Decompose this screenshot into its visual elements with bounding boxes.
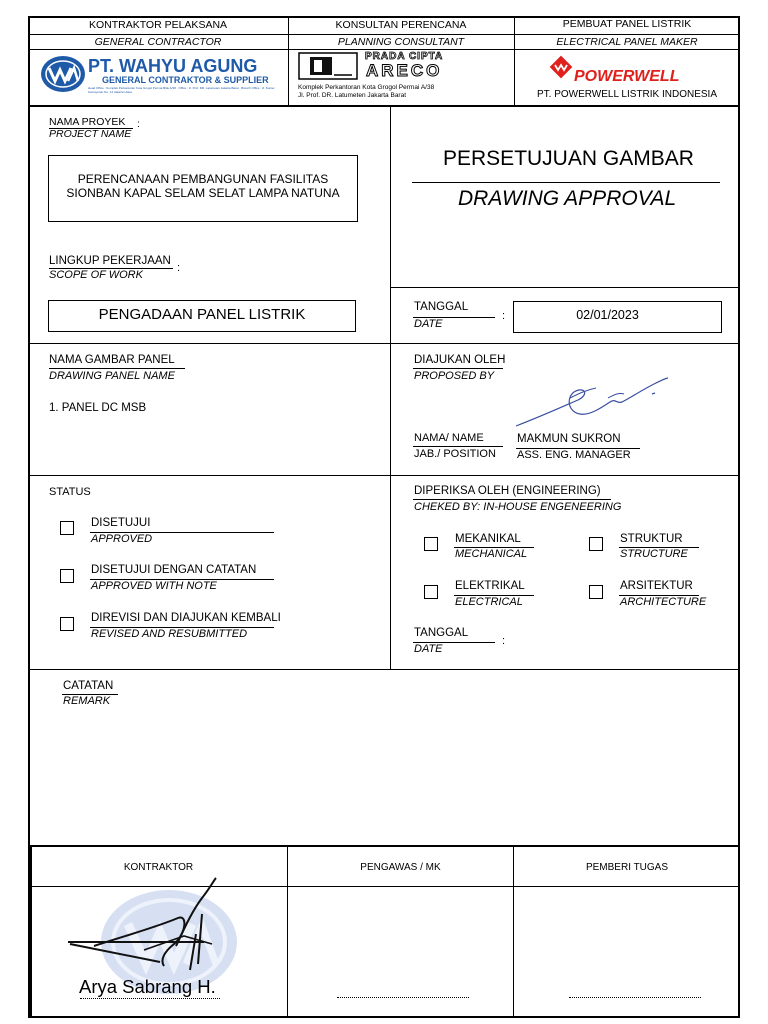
powerwell-company: PT. POWERWELL LISTRIK INDONESIA <box>536 89 718 100</box>
proposed-by-label-en: PROPOSED BY <box>414 370 495 382</box>
supervisor-sign-title: PENGAWAS / MK <box>360 862 441 873</box>
approval-title: PERSETUJUAN GAMBAR <box>443 147 694 170</box>
approval-title-en: DRAWING APPROVAL <box>458 187 677 210</box>
revised-checkbox[interactable] <box>60 617 74 631</box>
status-option-label: DISETUJUI <box>91 517 151 529</box>
project-name-line-2: SIONBAN KAPAL SELAM SELAT LAMPA NATUNA <box>66 186 340 200</box>
main-col-divider <box>390 106 391 669</box>
consultant-title: KONSULTAN PERENCANA <box>335 19 467 31</box>
signature-line <box>337 997 469 998</box>
check-item-label-en: STRUCTURE <box>620 548 688 560</box>
status-option-label-en: REVISED AND RESUBMITTED <box>91 628 248 640</box>
scope-value: PENGADAAN PANEL LISTRIK <box>98 306 306 323</box>
drawing-name-label: NAMA GAMBAR PANEL <box>49 354 175 366</box>
section-divider <box>28 669 740 670</box>
consultant-address-2: Jl. Prof. DR. Latumeten Jakarta Barat <box>298 92 407 99</box>
electrical-checkbox[interactable] <box>424 585 438 599</box>
contractor-subtitle: GENERAL CONTRACTOR <box>94 36 222 48</box>
structure-checkbox[interactable] <box>589 537 603 551</box>
name-label: NAMA/ NAME <box>414 432 484 444</box>
contractor-signature-icon <box>64 874 230 980</box>
owner-sign-title: PEMBERI TUGAS <box>585 862 669 873</box>
consultant-address-1: Komplek Perkantoran Kota Grogol Permai A/38 <box>298 84 435 91</box>
project-name-label: NAMA PROYEK <box>49 116 126 128</box>
header-divider <box>28 34 740 35</box>
panel-maker-title: PEMBUAT PANEL LISTRIK <box>562 18 692 30</box>
wahyu-agung-name: PT. WAHYU AGUNG <box>88 56 258 76</box>
check-item-label-en: MECHANICAL <box>455 548 528 560</box>
contractor-sign-title: KONTRAKTOR <box>123 862 194 873</box>
drawing-item: 1. PANEL DC MSB <box>49 402 147 414</box>
architecture-checkbox[interactable] <box>589 585 603 599</box>
remark-label: CATATAN <box>63 680 114 692</box>
wahyu-agung-logo-icon <box>40 55 86 93</box>
scope-label-en: SCOPE OF WORK <box>49 269 143 281</box>
panel-maker-subtitle: ELECTRICAL PANEL MAKER <box>556 36 698 48</box>
remark-label-en: REMARK <box>63 695 111 707</box>
wahyu-agung-address: Head Office : Komplek Perkantoran Kota Grogol Permai Blok A/38 · Office : Jl. Prof. DR. Latumeten Jakarta Barat · Branch Office : Jl. Sunter Kemayoran No. 14 Jakarta Utara <box>88 86 275 94</box>
prada-cipta-logo-icon <box>298 52 358 80</box>
approved-checkbox[interactable] <box>60 521 74 535</box>
underline <box>413 368 503 369</box>
date-colon: : <box>502 310 506 322</box>
areco-brand: ARECO <box>366 61 443 80</box>
header-bottom-line <box>28 105 740 107</box>
check-item-label: STRUKTUR <box>620 533 683 545</box>
powerwell-brand: POWERWELL <box>574 68 680 85</box>
date-value: 02/01/2023 <box>576 308 639 322</box>
project-name-line-1: PERENCANAAN PEMBANGUNAN FASILITAS <box>77 172 329 186</box>
date-label-en: DATE <box>414 318 443 330</box>
checked-by-label-en: CHEKED BY: IN-HOUSE ENGENEERING <box>414 501 622 513</box>
header-col-divider <box>288 16 289 106</box>
contractor-signer-name: Arya Sabrang H. <box>79 976 216 997</box>
check-item-label: ARSITEKTUR <box>620 580 693 592</box>
signature-line <box>80 998 220 999</box>
drawing-name-label-en: DRAWING PANEL NAME <box>49 370 175 382</box>
scope-colon: : <box>177 262 181 274</box>
proposer-signature-icon <box>512 372 672 430</box>
check-date-colon: : <box>502 635 506 647</box>
proposer-position: ASS. ENG. MANAGER <box>517 449 631 461</box>
proposed-by-label: DIAJUKAN OLEH <box>414 354 506 366</box>
prada-cipta-text: PRADA CIPTA <box>365 51 444 62</box>
status-option-label: DISETUJUI DENGAN CATATAN <box>91 564 257 576</box>
status-label: STATUS <box>49 486 91 498</box>
check-date-label: TANGGAL <box>414 627 469 639</box>
header-col-divider <box>514 16 515 106</box>
underline <box>413 446 503 447</box>
section-divider <box>28 475 740 476</box>
status-option-label-en: APPROVED WITH NOTE <box>91 580 217 592</box>
status-option-label-en: APPROVED <box>91 533 153 545</box>
wahyu-agung-tagline: GENERAL CONTRAKTOR & SUPPLIER <box>102 75 269 85</box>
project-name-colon: : <box>137 118 140 130</box>
check-item-label-en: ARCHITECTURE <box>620 596 707 608</box>
scope-label: LINGKUP PEKERJAAN <box>49 255 171 267</box>
contractor-title: KONTRAKTOR PELAKSANA <box>88 19 228 31</box>
status-option-label: DIREVISI DAN DIAJUKAN KEMBALI <box>91 612 281 624</box>
underline <box>49 368 185 369</box>
check-item-label-en: ELECTRICAL <box>455 596 523 608</box>
powerwell-logo-icon <box>548 54 574 80</box>
signature-line <box>569 997 701 998</box>
title-underline <box>412 182 720 183</box>
position-label: JAB./ POSITION <box>414 448 496 460</box>
mechanical-checkbox[interactable] <box>424 537 438 551</box>
check-item-label: ELEKTRIKAL <box>455 580 525 592</box>
project-name-label-en: PROJECT NAME <box>49 128 132 140</box>
underline <box>413 499 611 500</box>
check-item-label: MEKANIKAL <box>455 533 521 545</box>
consultant-subtitle: PLANNING CONSULTANT <box>337 36 465 48</box>
section-divider <box>28 343 740 344</box>
proposer-name: MAKMUN SUKRON <box>517 433 621 445</box>
check-date-label-en: DATE <box>414 643 443 655</box>
approval-divider <box>390 287 740 288</box>
date-label: TANGGAL <box>414 301 469 313</box>
approved-with-note-checkbox[interactable] <box>60 569 74 583</box>
checked-by-label: DIPERIKSA OLEH (ENGINEERING) <box>414 485 601 497</box>
